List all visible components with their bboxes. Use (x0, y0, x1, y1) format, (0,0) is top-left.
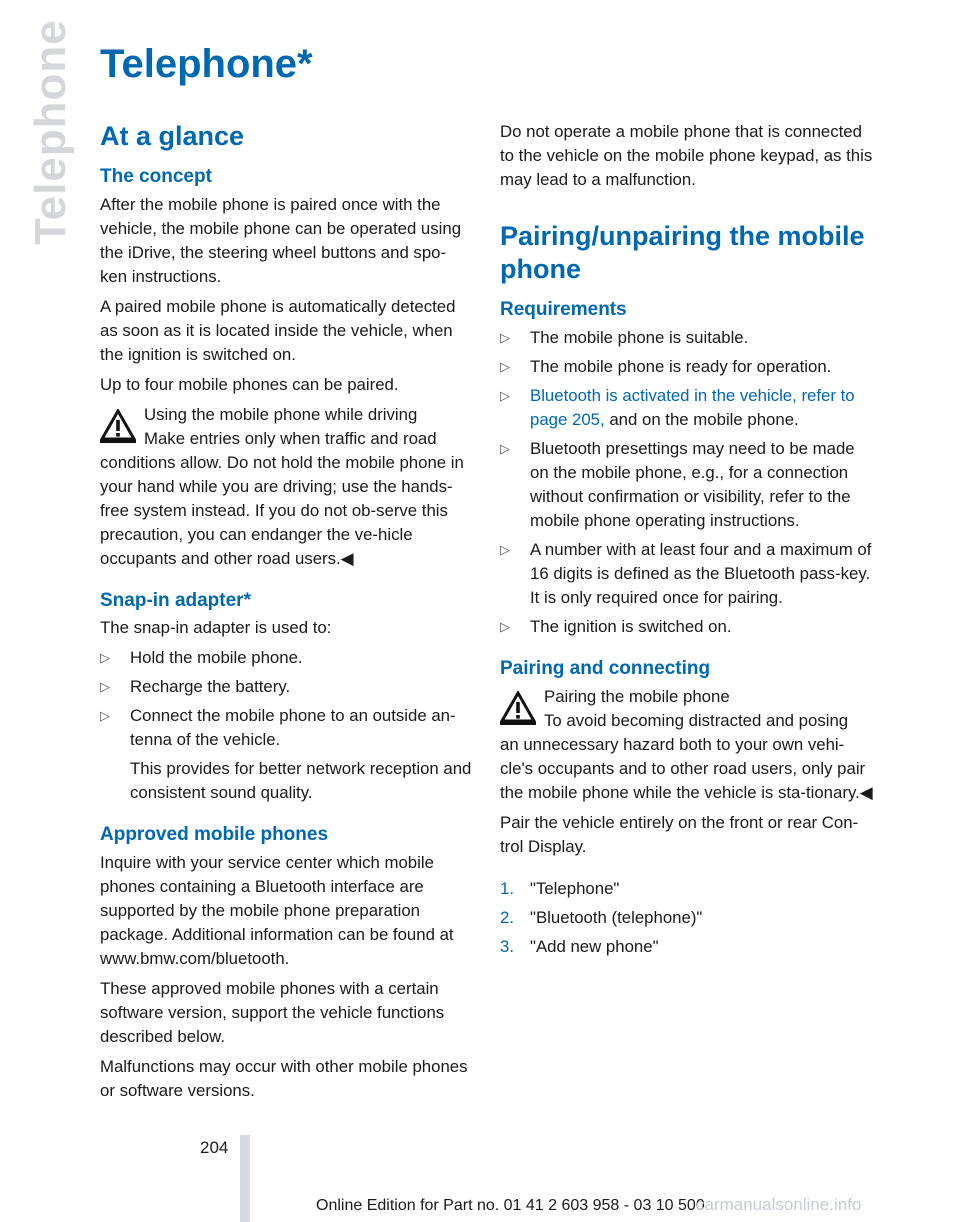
bullet-triangle-icon: ▷ (500, 440, 510, 456)
bullet-triangle-icon: ▷ (100, 679, 110, 695)
paragraph: Pair the vehicle entirely on the front or rear Con-trol Display. (500, 813, 859, 857)
paragraph: A paired mobile phone is automatically detected as soon as it is located inside the vehicle, when the ignition is switched on. (100, 296, 456, 364)
steps-list (500, 877, 874, 959)
list-item: ▷ The mobile phone is ready for operation. (500, 355, 874, 379)
list-item: ▷ Bluetooth is activated in the vehicle, refer to page 205, and on the mobile phone. (500, 385, 855, 429)
subheading-snap-in-adapter: Snap-in adapter* (100, 589, 251, 611)
list-item: ▷ The ignition is switched on. (500, 615, 874, 639)
bullet-triangle-icon: ▷ (500, 358, 510, 374)
list-item: 1. "Telephone" (500, 879, 620, 899)
paragraph: Up to four mobile phones can be paired. (100, 374, 399, 394)
paragraph: Inquire with your service center which mobile phones containing a Bluetooth interface are supported by the mobile phone preparation package. Additional information can be found at www.bmw.com/bluetooth. (100, 853, 454, 968)
snap-in-list (100, 646, 472, 805)
watermark: carmanualsonline.info (696, 1195, 862, 1214)
warning-box (100, 403, 472, 571)
bullet-triangle-icon: ▷ (100, 708, 110, 724)
warning-text: an unnecessary hazard both to your own vehi-cle's occupants and to other road users, only pair the mobile phone while the vehicle is sta-tionary.◀ (500, 735, 873, 803)
warning-text: To avoid becoming distracted and posing (544, 711, 849, 731)
page-reference-link[interactable]: Bluetooth is activated in the vehicle, refer to page 205, (530, 385, 855, 429)
bullet-triangle-icon: ▷ (500, 541, 510, 557)
bullet-triangle-icon: ▷ (500, 329, 510, 345)
warning-title: Pairing the mobile phone (544, 687, 730, 707)
paragraph: The snap-in adapter is used to: (100, 618, 332, 638)
subheading-pairing-connecting: Pairing and connecting (500, 657, 711, 679)
paragraph: Malfunctions may occur with other mobile phones or software versions. (100, 1057, 468, 1100)
list-item: ▷ The mobile phone is suitable. (500, 326, 874, 350)
paragraph: After the mobile phone is paired once with the vehicle, the mobile phone can be operated using the iDrive, the steering wheel buttons and spo-ken instructions. (100, 194, 462, 286)
warning-triangle-icon (500, 691, 536, 725)
page-number: 204 (200, 1138, 229, 1157)
bullet-triangle-icon: ▷ (500, 387, 510, 403)
paragraph: These approved mobile phones with a certain software version, support the vehicle functions described below. (100, 979, 445, 1046)
side-tab-chapter: Telephone (26, 19, 75, 245)
warning-title: Using the mobile phone while driving (144, 404, 418, 424)
bullet-triangle-icon: ▷ (500, 618, 510, 634)
list-item: 2. "Bluetooth (telephone)" (500, 908, 703, 928)
page-title: Telephone* (100, 42, 313, 86)
section-heading-at-a-glance: At a glance (100, 121, 245, 151)
list-item: ▷ Bluetooth presettings may need to be made on the mobile phone, e.g., for a connection without confirmation or visibility, refer to the mobile phone operating instructions. (500, 438, 855, 530)
footer-bar (240, 1135, 250, 1222)
left-column (100, 120, 472, 1109)
list-item: ▷ Recharge the battery. (100, 675, 472, 699)
paragraph: Do not operate a mobile phone that is connected to the vehicle on the mobile phone keypad, as this may lead to a malfunction. (500, 122, 873, 189)
warning-box (500, 685, 874, 805)
requirements-list (500, 326, 874, 639)
warning-triangle-icon (100, 409, 136, 443)
list-item-note: This provides for better network reception and consistent sound quality. (130, 759, 472, 803)
subheading-requirements: Requirements (500, 298, 627, 320)
list-item: ▷ Connect the mobile phone to an outside an-tenna of the vehicle. This provides for better network reception and consistent sound quality. (100, 704, 472, 805)
section-heading-pairing: Pairing/unpairing the mobile phone (500, 221, 865, 284)
right-column (500, 120, 874, 964)
subheading-concept: The concept (100, 165, 212, 187)
edition-note: Online Edition for Part no. 01 41 2 603 958 - 03 10 500 (316, 1197, 705, 1214)
subheading-approved-phones: Approved mobile phones (100, 824, 329, 846)
list-item: ▷ Hold the mobile phone. (100, 646, 472, 670)
warning-text: conditions allow. Do not hold the mobile phone in your hand while you are driving; use the hands-free system instead. If you do not ob-serve this precaution, you can endanger the ve-hicle occupants and other road users.◀ (100, 452, 464, 568)
list-item: ▷ A number with at least four and a maximum of 16 digits is defined as the Bluetooth pass-key. It is only required once for pairing. (500, 539, 872, 607)
bullet-triangle-icon: ▷ (100, 650, 110, 666)
list-item: 3. "Add new phone" (500, 937, 659, 957)
warning-text: Make entries only when traffic and road (144, 428, 437, 448)
